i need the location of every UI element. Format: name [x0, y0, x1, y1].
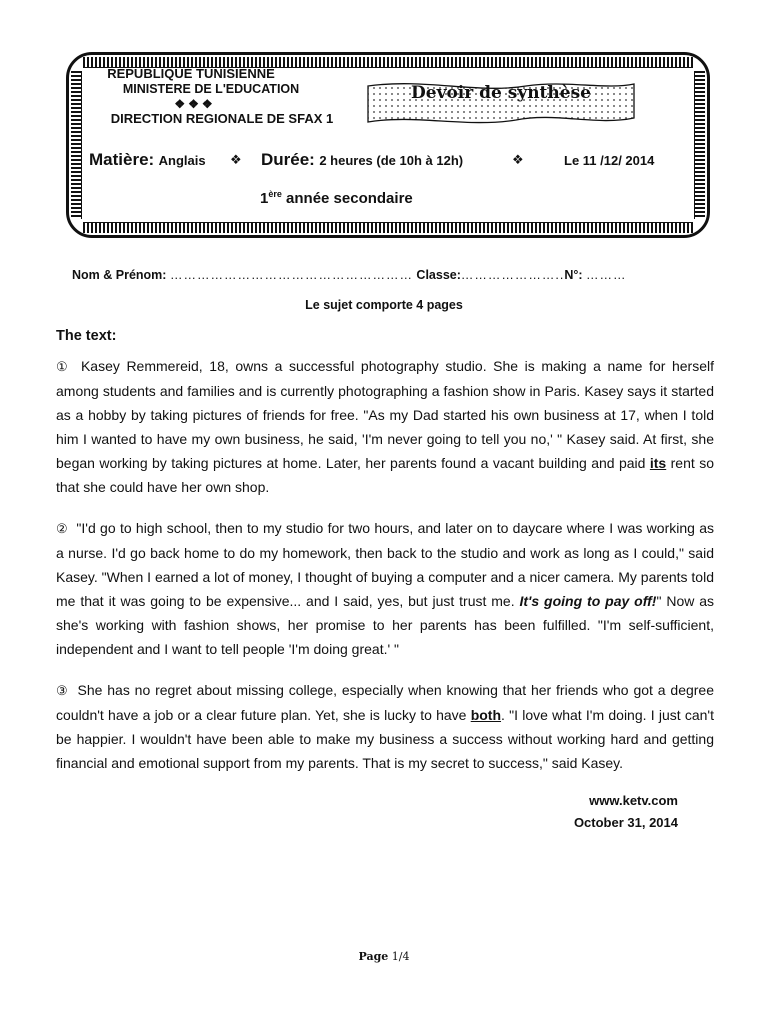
page-value: 1/4: [391, 950, 410, 963]
header-ornament: ❖❖❖: [174, 97, 216, 111]
paragraph-number-1: ①: [56, 359, 71, 374]
header-direction: DIRECTION REGIONALE DE SFAX 1: [110, 111, 334, 126]
separator-2: ❖: [512, 152, 524, 167]
class-label: Classe:: [416, 268, 461, 282]
student-info-line: [72, 268, 627, 282]
page-number: [0, 950, 768, 963]
subject-label: Matière:: [89, 150, 155, 169]
section-title: The text:: [56, 328, 117, 344]
paragraph-1-underlined: its: [649, 455, 667, 471]
level: [260, 189, 413, 207]
level-num: 1: [260, 190, 269, 207]
frame-hatch-right: [694, 71, 705, 219]
duration-label: Durée:: [261, 150, 315, 169]
paragraph-number-2: ②: [56, 521, 69, 536]
level-sup: ère: [268, 189, 282, 199]
number-field[interactable]: ………: [586, 268, 627, 282]
frame-hatch-bottom: [83, 222, 693, 233]
exam-date: [564, 152, 654, 170]
name-label: Nom & Prénom:: [72, 268, 167, 282]
source-date: October 31, 2014: [573, 815, 678, 830]
name-field[interactable]: ………………………………………………: [169, 268, 413, 282]
duration-value: 2 heures (de 10h à 12h): [319, 153, 464, 168]
subject-value: Anglais: [158, 153, 206, 168]
paragraph-3: [56, 678, 714, 775]
source: [574, 790, 678, 834]
paragraph-2: [56, 516, 714, 661]
header-ministry: MINISTERE DE L'EDUCATION: [122, 82, 300, 96]
level-rest: année secondaire: [281, 190, 413, 207]
paragraph-2-text-b: " Now as she's working with fashion shows, her promise to her parents has been fulfilled. "I'm self-sufficient, independent and I want to tell people 'I'm doing great.' ": [56, 593, 715, 657]
class-field[interactable]: …………………..: [460, 268, 565, 282]
paragraph-2-text-a: "I'd go to high school, then to my studio for two hours, and later on to daycare where I was working as a nurse. I'd go back home to do my homework, then back to the studio and work as long as I could," said Kasey. "When I earned a lot of money, I thought of buying a computer and a nicer camera. My parents told me that it was going to be expensive... and I said, yes, but just trust me.: [56, 520, 715, 609]
paragraph-1: [56, 354, 714, 499]
pages-note: Le sujet comporte 4 pages: [305, 298, 463, 312]
header-country: REPUBLIQUE TUNISIENNE: [107, 66, 275, 81]
paragraph-1-text-b: rent so that she could have her own shop.: [56, 455, 714, 495]
separator-1: ❖: [230, 152, 242, 167]
exam-date-value: Le 11 /12/ 2014: [564, 153, 655, 168]
paragraph-3-text-b: . "I love what I'm doing. I just can't be happier. I wouldn't have been able to make my business a success without working hard and getting financial and emotional support from my parents. That is my secret to success," said Kasey.: [56, 707, 714, 771]
paragraph-2-emphasis: It's going to pay off!: [519, 593, 657, 609]
source-site[interactable]: www.ketv.com: [589, 793, 678, 808]
page-label: Page: [358, 950, 389, 963]
number-label: N°:: [564, 268, 583, 282]
subject: [89, 150, 206, 170]
duration: [261, 150, 463, 170]
paragraph-3-underlined: both: [470, 707, 502, 723]
frame-hatch-left: [71, 71, 82, 219]
paragraph-1-text-a: Kasey Remmereid, 18, owns a successful photography studio. She is making a name for herself among students and families and is currently photographing a fashion show in Paris. Kasey says it started as a hobby by taking pictures of friends for free. "As my Dad started his own business at 17, when I told him I wanted to have my own business, he said, 'I'm never going to tell you no,' " Kasey said. At first, she began working by taking pictures at home. Later, her parents found a vacant building and paid: [56, 358, 715, 471]
paragraph-number-3: ③: [56, 683, 69, 698]
paragraph-3-text-a: She has no regret about missing college, especially when knowing that her friends who got a degree couldn't have a job or a clear future plan. Yet, she is lucky to have: [56, 682, 715, 723]
exam-title: Devoir de synthèse: [411, 83, 591, 103]
